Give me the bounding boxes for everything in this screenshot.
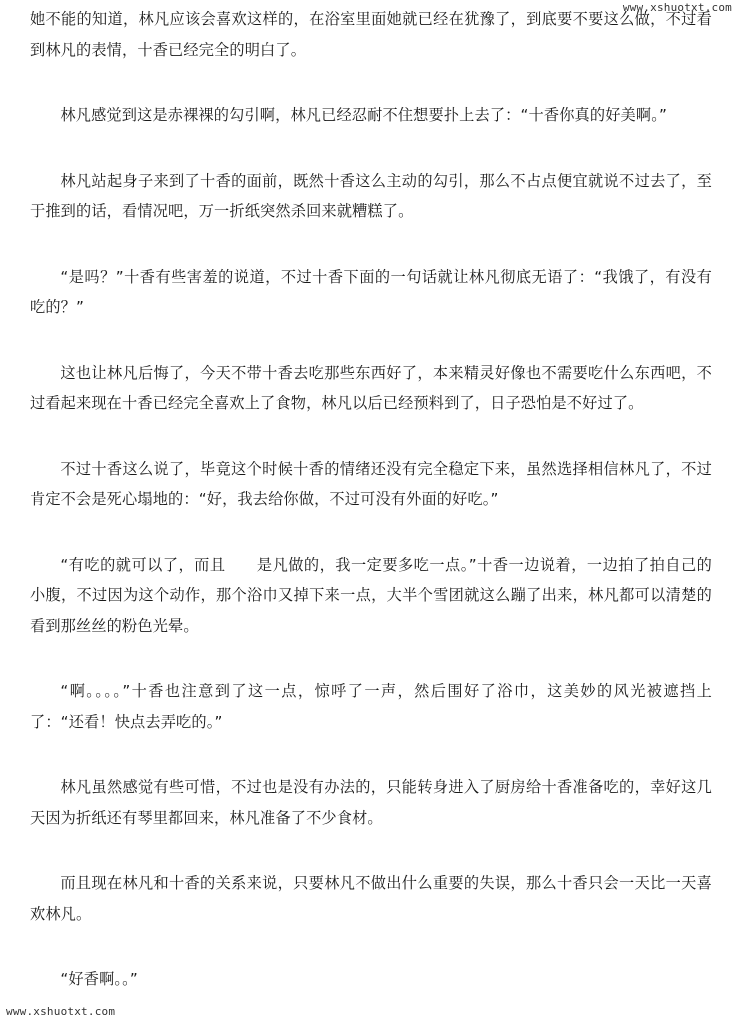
article-body (30, 4, 712, 995)
watermark-bottom: www.xshuotxt.com (6, 1005, 116, 1018)
watermark-top: www.xshuotxt.com (622, 1, 732, 14)
paragraph: 而且现在林凡和十香的关系来说，只要林凡不做出什么重要的失误，那么十香只会一天比一天喜欢林凡。 (30, 874, 712, 923)
paragraph: “有吃的就可以了，而且 是凡做的，我一定要多吃一点。”十香一边说着，一边拍了拍自己的小腹，不过因为这个动作，那个浴巾又掉下来一点，大半个雪团就这么蹦了出来，林凡都可以清楚的看到那丝丝的粉色光晕。 (30, 555, 712, 635)
paragraph: 林凡感觉到这是赤裸裸的勾引啊，林凡已经忍耐不住想要扑上去了：“十香你真的好美啊。” (60, 106, 667, 124)
paragraph: 不过十香这么说了，毕竟这个时候十香的情绪还没有完全稳定下来，虽然选择相信林凡了，不过肯定不会是死心塌地的：“好，我去给你做，不过可没有外面的好吃。” (30, 459, 712, 508)
paragraph: 这也让林凡后悔了，今天不带十香去吃那些东西好了，本来精灵好像也不需要吃什么东西吧，不过看起来现在十香已经完全喜欢上了食物，林凡以后已经预料到了，日子恐怕是不好过了。 (30, 363, 712, 412)
paragraph: 林凡虽然感觉有些可惜，不过也是没有办法的，只能转身进入了厨房给十香准备吃的，幸好这几天因为折纸还有琴里都回来，林凡准备了不少食材。 (30, 778, 712, 827)
paragraph: 她不能的知道，林凡应该会喜欢这样的，在浴室里面她就已经在犹豫了，到底要不要这么做，不过看到林凡的表情，十香已经完全的明白了。 (30, 10, 712, 59)
paragraph: “是吗？”十香有些害羞的说道，不过十香下面的一句话就让林凡彻底无语了：“我饿了，有没有吃的？” (30, 267, 712, 316)
paragraph: “啊。。。。”十香也注意到了这一点，惊呼了一声，然后围好了浴巾，这美妙的风光被遮挡上了：“还看！快点去弄吃的。” (30, 682, 712, 731)
paragraph: 林凡站起身子来到了十香的面前，既然十香这么主动的勾引，那么不占点便宜就说不过去了，至于推到的话，看情况吧，万一折纸突然杀回来就糟糕了。 (30, 171, 712, 220)
paragraph: “好香啊。。” (60, 970, 138, 988)
